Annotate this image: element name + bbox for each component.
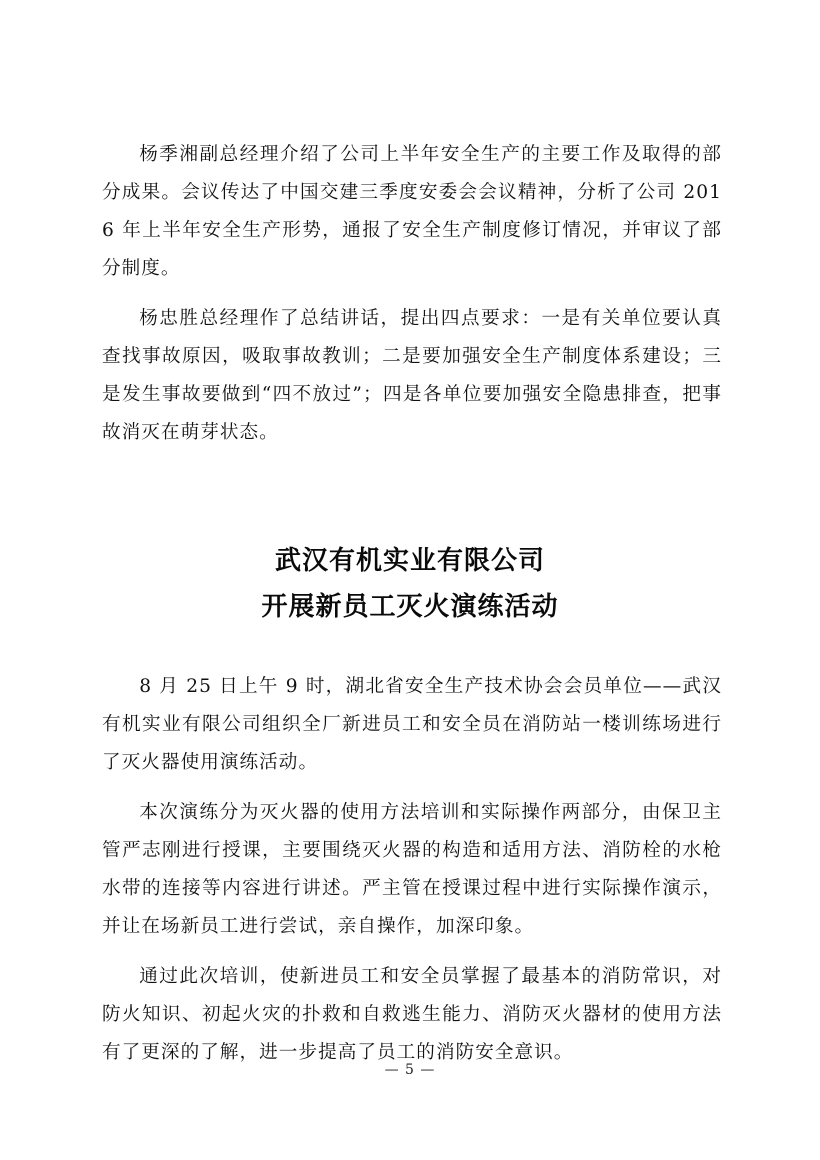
- article-headline: [0, 538, 820, 630]
- article-paragraph-2: 本次演练分为灭火器的使用方法培训和实际操作两部分，由保卫主管严志刚进行授课，主要围绕灭火器的构造和适用方法、消防栓的水枪水带的连接等内容进行讲述。严主管在授课过程中进行实际操作演示，并让在场新员工进行尝试，亲自操作，加深印象。: [102, 802, 722, 937]
- article-paragraph-1: 8 月 25 日上午 9 时，湖北省安全生产技术协会会员单位——武汉有机实业有限公司组织全厂新进员工和安全员在消防站一楼训练场进行了灭火器使用演练活动。: [102, 676, 722, 773]
- article-body: [102, 668, 722, 1084]
- meeting-paragraph-1: 杨季湘副总经理介绍了公司上半年安全生产的主要工作及取得的部分成果。会议传达了中国交建三季度安委会会议精神，分析了公司 2016 年上半年安全生产形势，通报了安全生产制度修订情况，并审议了部分制度。: [102, 144, 722, 279]
- page-number: — 5 —: [384, 1062, 436, 1078]
- article-title-line-1: 武汉有机实业有限公司: [274, 546, 545, 576]
- meeting-report-continuation: [102, 136, 722, 464]
- article-paragraph-3: 通过此次培训，使新进员工和安全员掌握了最基本的消防常识，对防火知识、初起火灾的扑救和自救逃生能力、消防灭火器材的使用方法有了更深的了解，进一步提高了员工的消防安全意识。: [102, 966, 722, 1063]
- meeting-paragraph-2: 杨忠胜总经理作了总结讲话，提出四点要求：一是有关单位要认真查找事故原因，吸取事故教训；二是要加强安全生产制度体系建设；三是发生事故要做到“四不放过”；四是各单位要加强安全隐患排查，把事故消灭在萌芽状态。: [102, 308, 722, 443]
- article-title-line-2: 开展新员工灭火演练活动: [261, 592, 559, 622]
